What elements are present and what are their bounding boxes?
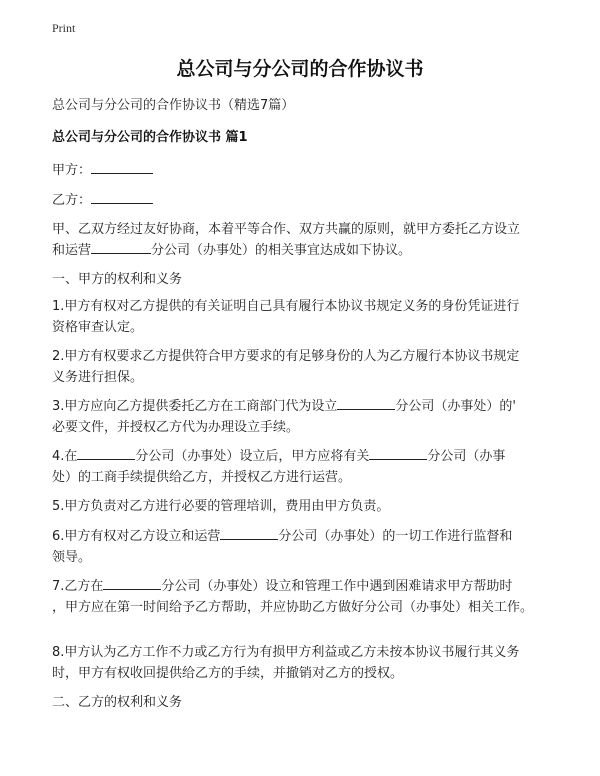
heading-party-b-rights: 二、乙方的权利和义务	[52, 695, 183, 710]
clause-8	[52, 642, 552, 684]
document-subtitle: 总公司与分公司的合作协议书（精选7篇）	[52, 98, 295, 113]
clause-text: 7.乙方在	[52, 579, 104, 594]
intro-text: 甲、乙双方经过友好协商，本着平等合作、双方共赢的原则，就甲方委托乙方设立	[52, 222, 521, 237]
blank-line	[220, 527, 278, 540]
party-b-line	[52, 189, 153, 208]
clause-text: 时，甲方有权收回提供给乙方的手续，并撤销对乙方的授权。	[52, 666, 404, 681]
party-a-line	[52, 159, 153, 178]
clause-5: 5.甲方负责对乙方进行必要的管理培训，费用由甲方负责。	[52, 499, 390, 514]
clause-text: 4.在	[52, 449, 78, 464]
clause-text: 1.甲方有权对乙方提供的有关证明自己具有履行本协议书规定义务的身份凭证进行	[52, 299, 520, 314]
intro-text: 和运营	[52, 243, 92, 258]
clause-text: 资格审查认定。	[52, 320, 144, 335]
clause-text: 义务进行担保。	[52, 370, 144, 385]
clause-text: 分公司（办事处）的'	[395, 399, 516, 414]
blank-line	[369, 447, 427, 460]
clause-1	[52, 296, 552, 338]
intro-text: 分公司（办事处）的相关事宜达成如下协议。	[151, 243, 412, 258]
blank-line	[103, 577, 161, 590]
clause-text: 分公司（办事处）设立后，甲方应将有关	[135, 449, 370, 464]
blank-line	[91, 241, 151, 254]
clause-text: 2.甲方有权要求乙方提供符合甲方要求的有足够身份的人为乙方履行本协议书规定	[52, 349, 520, 364]
print-label[interactable]: Print	[52, 21, 76, 35]
clause-7	[52, 576, 552, 618]
party-b-blank	[91, 191, 153, 204]
blank-line	[337, 397, 395, 410]
intro-paragraph	[52, 219, 552, 261]
clause-6	[52, 526, 552, 568]
clause-text: 分公司（办事处）设立和管理工作中遇到困难请求甲方帮助时	[161, 579, 513, 594]
clause-2	[52, 346, 552, 388]
clause-text: 3.甲方应向乙方提供委托乙方在工商部门代为设立	[52, 399, 338, 414]
clause-text: 处）的工商手续提供给乙方，并授权乙方进行运营。	[52, 470, 352, 485]
party-a-label: 甲方：	[52, 163, 92, 178]
heading-party-a-rights: 一、甲方的权利和义务	[52, 272, 183, 287]
clause-text: 必要文件，并授权乙方代为办理设立手续。	[52, 420, 300, 435]
clause-text: 6.甲方有权对乙方设立和运营	[52, 529, 221, 544]
clause-text: 领导。	[52, 550, 92, 565]
clause-text: 8.甲方认为乙方工作不力或乙方行为有损甲方利益或乙方未按本协议书履行其义务	[52, 645, 520, 660]
document-title: 总公司与分公司的合作协议书	[176, 58, 424, 80]
section-title: 总公司与分公司的合作协议书 篇1	[52, 130, 248, 145]
clause-text: 分公司（办事	[427, 449, 506, 464]
clause-text: 分公司（办事处）的一切工作进行监督和	[278, 529, 513, 544]
blank-line	[77, 447, 135, 460]
clause-4	[52, 446, 552, 488]
clause-3	[52, 396, 552, 438]
party-b-label: 乙方：	[52, 193, 92, 208]
party-a-blank	[91, 161, 153, 174]
clause-text: ，甲方应在第一时间给予乙方帮助，并应协助乙方做好分公司（办事处）相关工作。	[52, 600, 534, 615]
